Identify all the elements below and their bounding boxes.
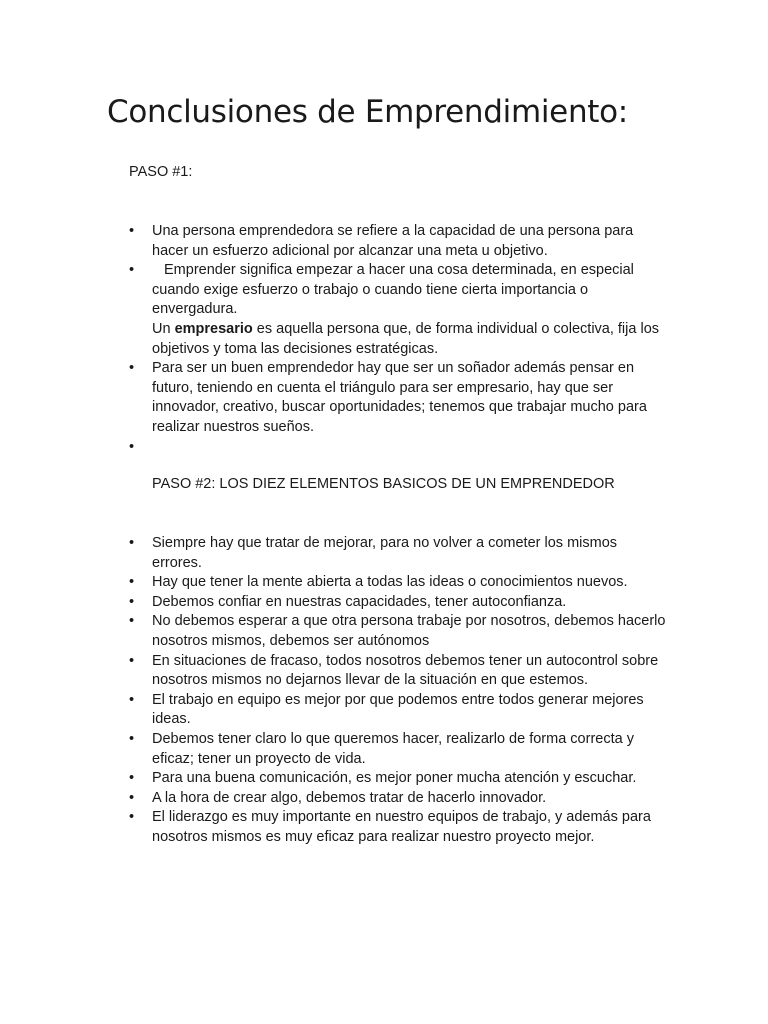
list-item: [129, 808, 669, 847]
page-title: Conclusiones de Emprendimiento:: [107, 94, 628, 130]
paso2-list: [129, 534, 669, 848]
empresario-prefix: Un: [152, 320, 175, 337]
list-item-text: Una persona emprendedora se refiere a la capacidad de una persona para hacer un esfuerzo adicional por alcanzar una meta u objetivo.: [152, 223, 634, 259]
list-item: [129, 359, 669, 437]
empresario-definition: [152, 320, 669, 359]
list-item: [129, 534, 669, 573]
empresario-bold: empresario: [174, 320, 253, 337]
list-item: [129, 573, 669, 593]
list-item-text: El trabajo en equipo es mejor por que podemos entre todos generar mejores ideas.: [152, 691, 644, 728]
empresario-suffix: es aquella persona que, de forma individual o colectiva, fija los objetivos y toma las decisiones estratégicas.: [152, 320, 660, 357]
list-item-text: Para ser un buen emprendedor hay que ser un soñador además pensar en futuro, teniendo en cuenta el triángulo para ser empresario, hay que ser innovador, creativo, buscar oportunidades; tenemos que trabajar mucho para realizar nuestros sueños.: [152, 360, 647, 435]
list-item: [129, 730, 669, 769]
list-item: [129, 222, 669, 261]
list-item-text: El liderazgo es muy importante en nuestro equipos de trabajo, y además para nosotros mismos es muy eficaz para realizar nuestro proyecto mejor.: [152, 809, 651, 845]
paso1-list: [129, 222, 669, 457]
paso2-heading: PASO #2: LOS DIEZ ELEMENTOS BASICOS DE UN EMPRENDEDOR: [152, 476, 615, 492]
list-item-text: Emprender significa empezar a hacer una cosa determinada, en especial cuando exige esfuerzo o trabajo o cuando tiene cierta importancia o envergadura.: [152, 262, 634, 318]
list-item: [129, 652, 669, 691]
list-item-text: Siempre hay que tratar de mejorar, para no volver a cometer los mismos errores.: [152, 535, 618, 571]
list-item-empty: [129, 438, 669, 458]
list-item: [129, 261, 669, 359]
list-item-text: Hay que tener la mente abierta a todas las ideas o conocimientos nuevos.: [152, 574, 628, 591]
list-item-text: A la hora de crear algo, debemos tratar de hacerlo innovador.: [152, 789, 547, 806]
list-item-text: Para una buena comunicación, es mejor poner mucha atención y escuchar.: [152, 770, 637, 787]
paso1-heading: PASO #1:: [129, 164, 193, 180]
list-item: [129, 691, 669, 730]
list-item-text: No debemos esperar a que otra persona trabaje por nosotros, debemos hacerlo nosotros mismos, debemos ser autónomos: [152, 613, 666, 649]
list-item: [129, 789, 669, 809]
list-item: [129, 769, 669, 789]
list-item: [129, 593, 669, 613]
list-item: [129, 612, 669, 651]
list-item-text: Debemos confiar en nuestras capacidades, tener autoconfianza.: [152, 593, 567, 610]
list-item-text: Debemos tener claro lo que queremos hacer, realizarlo de forma correcta y eficaz; tener un proyecto de vida.: [152, 730, 634, 767]
list-item-text: En situaciones de fracaso, todos nosotros debemos tener un autocontrol sobre nosotros mismos no dejarnos llevar de la situación en que estemos.: [152, 652, 659, 689]
